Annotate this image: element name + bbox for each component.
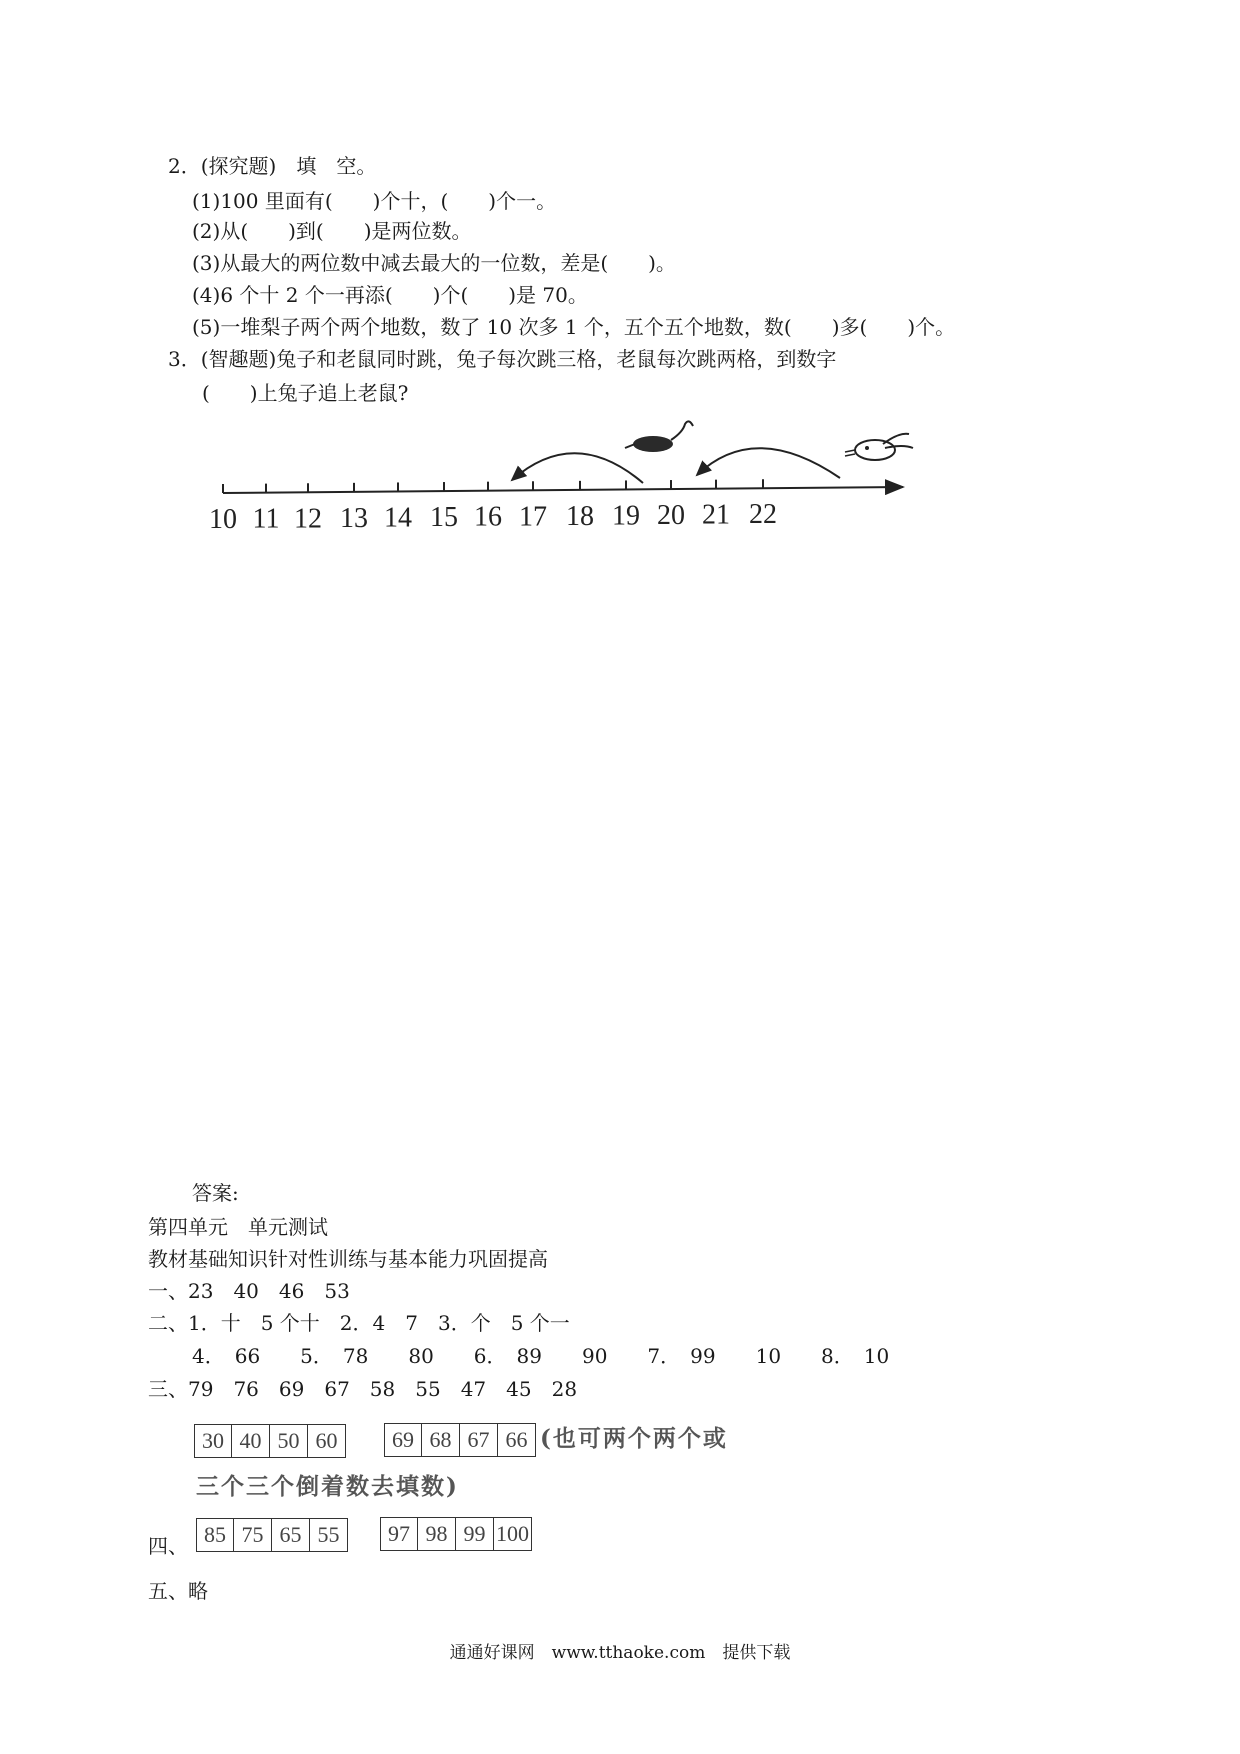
number-line-label: 20	[657, 500, 685, 532]
number-line-label: 19	[612, 500, 640, 532]
answer-box: 60	[308, 1424, 346, 1458]
answer-box: 85	[196, 1518, 234, 1552]
answer-box: 50	[270, 1424, 308, 1458]
q2-item-4: (4)6 个十 2 个一再添( )个( )是 70。	[192, 283, 588, 307]
answer-boxes-a1	[194, 1424, 346, 1458]
page-footer: 通通好课网 www.tthaoke.com 提供下载	[449, 1643, 791, 1663]
q2-item-2: (2)从( )到( )是两位数。	[192, 219, 472, 243]
number-line-label: 16	[474, 501, 502, 533]
answers-line-2: 二、1．十 5 个十 2．4 7 3．个 5 个一	[148, 1311, 570, 1335]
number-line-label: 18	[566, 500, 594, 532]
mouse-icon	[625, 421, 693, 452]
number-line-label: 17	[519, 501, 547, 533]
number-line-label: 15	[430, 502, 458, 534]
answers-heading: 答案:	[192, 1181, 239, 1205]
rabbit-icon	[845, 434, 913, 460]
answer-box: 97	[380, 1517, 418, 1551]
answers-unit: 第四单元 单元测试	[148, 1215, 328, 1239]
q3-line-2: ( )上兔子追上老鼠?	[202, 381, 409, 405]
number-line-label: 12	[294, 503, 322, 535]
answer-box: 66	[498, 1423, 536, 1457]
answer-box: 68	[422, 1423, 460, 1457]
mouse-jump-arc	[512, 453, 643, 483]
answers-line-1: 一、23 40 46 53	[148, 1279, 350, 1303]
number-line	[209, 420, 915, 540]
answer-box: 98	[418, 1517, 456, 1551]
number-line-label: 10	[209, 504, 237, 535]
number-line-label: 13	[340, 502, 368, 534]
number-line-label: 11	[252, 503, 280, 535]
answers-note-1: (也可两个两个或	[540, 1425, 728, 1452]
answers-subtitle: 教材基础知识针对性训练与基本能力巩固提高	[148, 1247, 548, 1271]
number-line-label: 21	[702, 499, 730, 531]
answers-line-4: 三、79 76 69 67 58 55 47 45 28	[148, 1377, 578, 1401]
answer-boxes-a2	[384, 1423, 536, 1457]
answer-box: 69	[384, 1423, 422, 1457]
answer-boxes-b2	[380, 1517, 532, 1551]
rabbit-jump-arc	[697, 448, 840, 478]
q3-line-1: 3．(智趣题)兔子和老鼠同时跳，兔子每次跳三格，老鼠每次跳两格，到数字	[168, 347, 837, 371]
answer-box: 40	[232, 1424, 270, 1458]
answers-label-4: 四、	[148, 1534, 188, 1558]
number-line-axis	[223, 487, 903, 493]
answer-boxes-b1	[196, 1518, 348, 1552]
answer-box: 67	[460, 1423, 498, 1457]
q2-item-3: (3)从最大的两位数中减去最大的一位数，差是( )。	[192, 251, 676, 275]
answer-box: 30	[194, 1424, 232, 1458]
number-line-label: 22	[749, 499, 777, 531]
answer-box: 55	[310, 1518, 348, 1552]
q2-item-5: (5)一堆梨子两个两个地数，数了 10 次多 1 个，五个五个地数，数( )多( )个。	[192, 315, 956, 339]
number-line-label: 14	[384, 502, 412, 534]
answers-line-5: 五、略	[148, 1579, 208, 1603]
q2-item-1: (1)100 里面有( )个十，( )个一。	[192, 189, 557, 213]
answer-box: 100	[494, 1517, 532, 1551]
answers-note-2: 三个三个倒着数去填数)	[196, 1473, 459, 1500]
q2-title: 2．(探究题) 填 空。	[168, 154, 377, 178]
answer-box: 99	[456, 1517, 494, 1551]
answer-box: 65	[272, 1518, 310, 1552]
answer-box: 75	[234, 1518, 272, 1552]
answers-line-3: 4． 66 5． 78 80 6． 89 90 7． 99 10 8． 10	[192, 1344, 890, 1368]
